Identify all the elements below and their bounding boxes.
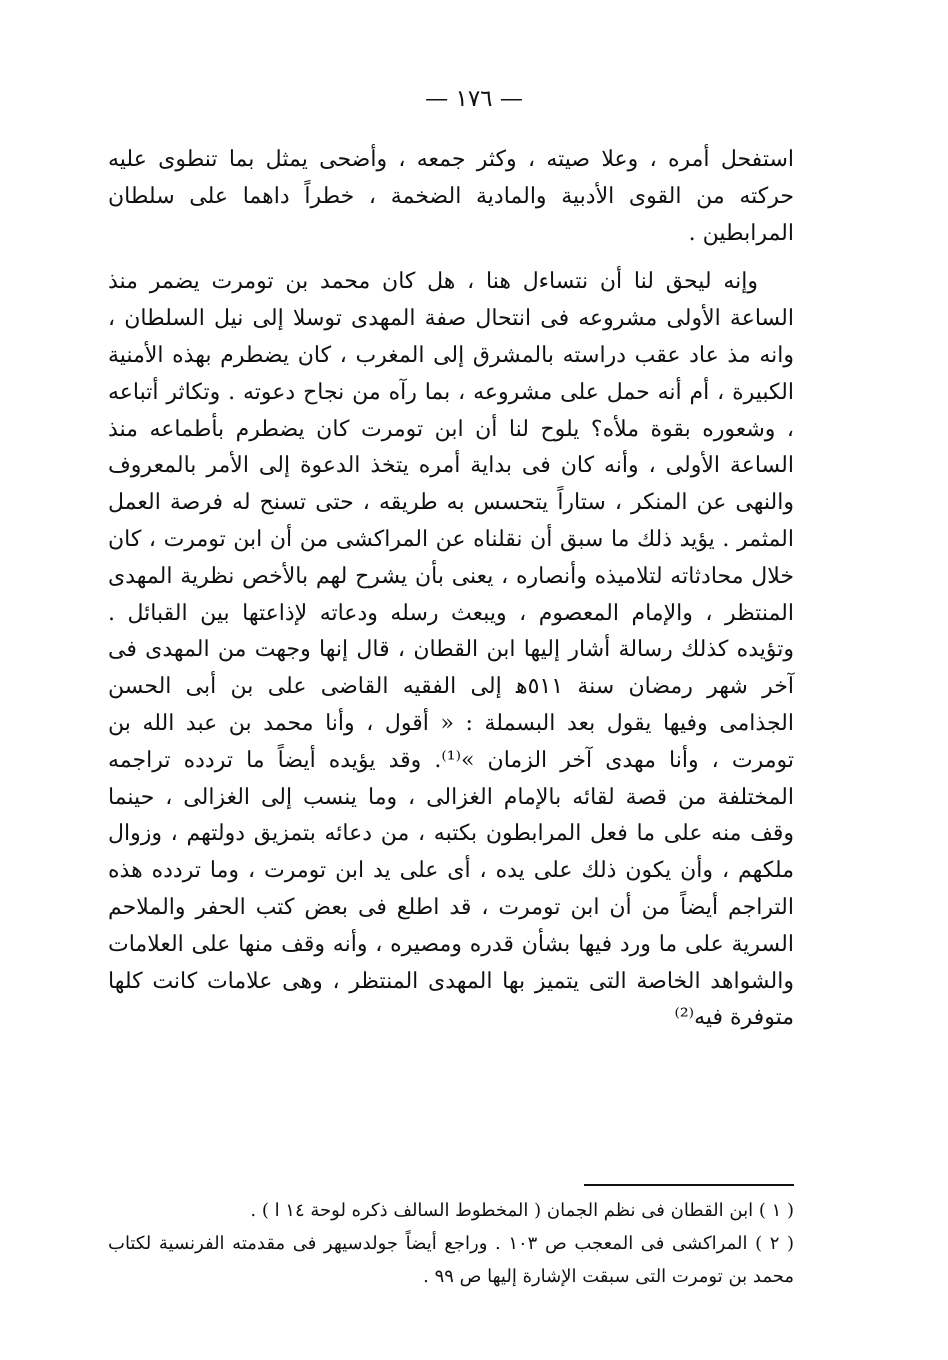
footnote: ( ٢ ) المراكشى فى المعجب ص ١٠٣ . وراجع أيضاً جولدسيهر فى مقدمته الفرنسية لكتاب محمد بن تومرت التى سبقت الإشارة إليها ص ٩٩ . [108, 1233, 795, 1287]
paragraph: استفحل أمره ، وعلا صيته ، وكثر جمعه ، وأضحى يمثل بما تنطوى عليه حركته من القوى الأدبية والمادية الضخمة ، خطراً داهما على سلطان المرابطين . [108, 147, 794, 246]
footnotes [108, 1194, 794, 1293]
footnote: ( ١ ) ابن القطان فى نظم الجمان ( المخطوط السالف ذكره لوحة ١٤ ا ) . [250, 1200, 794, 1221]
page-number: — ١٧٦ — [425, 86, 523, 112]
footnote-divider [584, 1184, 794, 1186]
paragraph: وإنه ليحق لنا أن نتساءل هنا ، هل كان محمد بن تومرت يضمر منذ الساعة الأولى مشروعه فى انتحال صفة المهدى توسلا إلى نيل السلطان ، وانه مذ عاد عقب دراسته بالمشرق إلى المغرب ، كان يضطرم بهذه الأمنية الكبيرة ، أم أنه حمل على مشروعه ، بما رآه من نجاح دعوته . وتكاثر أتباعه ، وشعوره بقوة ملأه؟ يلوح لنا أن ابن تومرت كان يضطرم بأطماعه منذ الساعة الأولى ، وأنه كان فى بداية أمره يتخذ الدعوة إلى الأمر بالمعروف والنهى عن المنكر ، ستاراً يتحسس به طريقه ، حتى تسنح له فرصة العمل المثمر . يؤيد ذلك ما سبق أن نقلناه عن المراكشى من أن ابن تومرت ، كان خلال محادثاته لتلاميذه وأنصاره ، يعنى بأن يشرح لهم بالأخص نظرية المهدى المنتظر ، والإمام المعصوم ، ويبعث رسله ودعاته لإذاعتها بين القبائل . وتؤيده كذلك رسالة أشار إليها ابن القطان ، قال إنها وجهت من المهدى فى آخر شهر رمضان سنة ٥١١ﻫ إلى الفقيه القاضى على بن أبى الحسن الجذامى وفيها يقول بعد البسملة : « أقول ، وأنا محمد بن عبد الله بن تومرت ، وأنا مهدى آخر الزمان »⁽¹⁾. وقد يؤيده أيضاً ما تردده تراجمه المختلفة من قصة لقائه بالإمام الغزالى ، وما ينسب إلى الغزالى ، حينما وقف منه على ما فعل المرابطون بكتبه ، من دعائه بتمزيق دولتهم ، وزوال ملكهم ، وأن يكون ذلك على يده ، أى على يد ابن تومرت ، وما تردده هذه التراجم أيضاً من أن ابن تومرت ، قد اطلع فى بعض كتب الحفر والملاحم السرية على ما ورد فيها بشأن قدره ومصيره ، وأنه وقف منها على العلامات والشواهد الخاصة التى يتميز بها المهدى المنتظر ، وهى علامات كانت كلها متوفرة فيه⁽²⁾ [108, 269, 794, 1031]
main-text [108, 142, 794, 1037]
